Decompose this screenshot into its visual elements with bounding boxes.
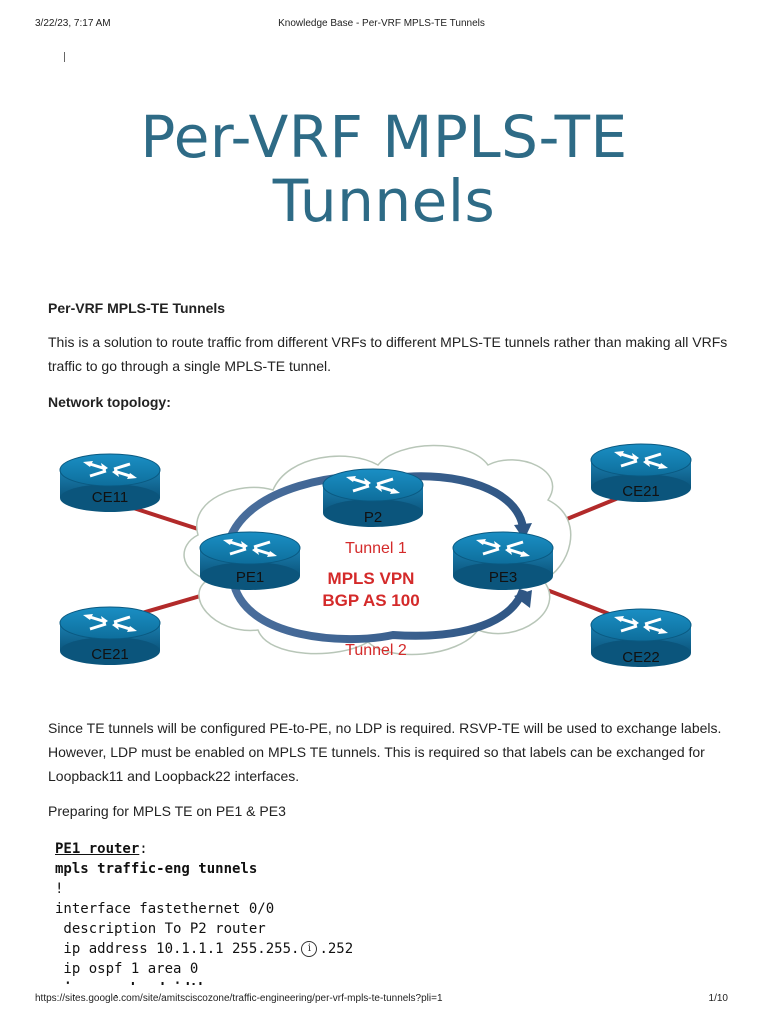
- code-line-4: interface fastethernet 0/0: [55, 901, 275, 917]
- page-number: 1/10: [708, 993, 728, 1004]
- text-cursor-mark: [64, 52, 65, 62]
- config-code-block: [55, 839, 715, 999]
- print-footer: [35, 993, 728, 1007]
- code-line-7: ip ospf 1 area 0: [55, 961, 199, 977]
- page-title-line-1: Per-VRF MPLS-TE: [140, 103, 628, 171]
- page-title-line-2: Tunnels: [272, 167, 496, 235]
- print-header: [35, 18, 728, 32]
- code-line-2: mpls traffic-eng tunnels: [55, 861, 258, 877]
- page-title: [0, 105, 768, 233]
- code-router-label: PE1 router: [55, 841, 140, 857]
- code-line-6a: ip address 10.1.1.1 255.255.: [55, 941, 300, 957]
- code-colon: :: [139, 841, 148, 857]
- label-ce21-left: CE21: [91, 646, 129, 663]
- print-datetime: 3/22/23, 7:17 AM: [35, 18, 111, 29]
- label-ce21-right: CE21: [622, 483, 660, 500]
- print-title: Knowledge Base - Per-VRF MPLS-TE Tunnels: [278, 18, 485, 29]
- label-ce11: CE11: [91, 489, 129, 506]
- network-topology-diagram: [48, 430, 728, 675]
- preparing-paragraph: Preparing for MPLS TE on PE1 & PE3: [48, 803, 286, 819]
- code-line-6b: .252: [319, 941, 354, 957]
- section-heading: Per-VRF MPLS-TE Tunnels: [48, 300, 226, 316]
- ldp-paragraph: Since TE tunnels will be configured PE-to-PE, no LDP is required. RSVP-TE will be used to exchange labels. However, LDP must be enabled on MPLS TE tunnels. This is required so that labels can be exchanged for Loopback11 and Loopback22 interfaces.: [48, 720, 722, 784]
- label-p2: P2: [363, 509, 383, 526]
- label-pe1: PE1: [235, 569, 265, 586]
- label-mpls-vpn: MPLS VPN: [327, 569, 415, 588]
- label-tunnel-1: Tunnel 1: [345, 540, 407, 557]
- label-pe3: PE3: [488, 569, 518, 586]
- intro-paragraph: This is a solution to route traffic from different VRFs to different MPLS-TE tunnels rather than making all VRFs traffic to go through a single MPLS-TE tunnel.: [48, 334, 728, 374]
- label-tunnel-2: Tunnel 2: [345, 642, 407, 659]
- topology-heading: Network topology:: [48, 394, 171, 410]
- code-line-3: !: [55, 881, 64, 897]
- label-bgp-as: BGP AS 100: [322, 591, 420, 610]
- label-ce22: CE22: [622, 649, 660, 666]
- print-url: https://sites.google.com/site/amitsciscozone/traffic-engineering/per-vrf-mpls-te-tunnels?pli=1: [35, 993, 443, 1004]
- code-line-5: description To P2 router: [55, 921, 266, 937]
- info-icon[interactable]: i: [301, 941, 317, 957]
